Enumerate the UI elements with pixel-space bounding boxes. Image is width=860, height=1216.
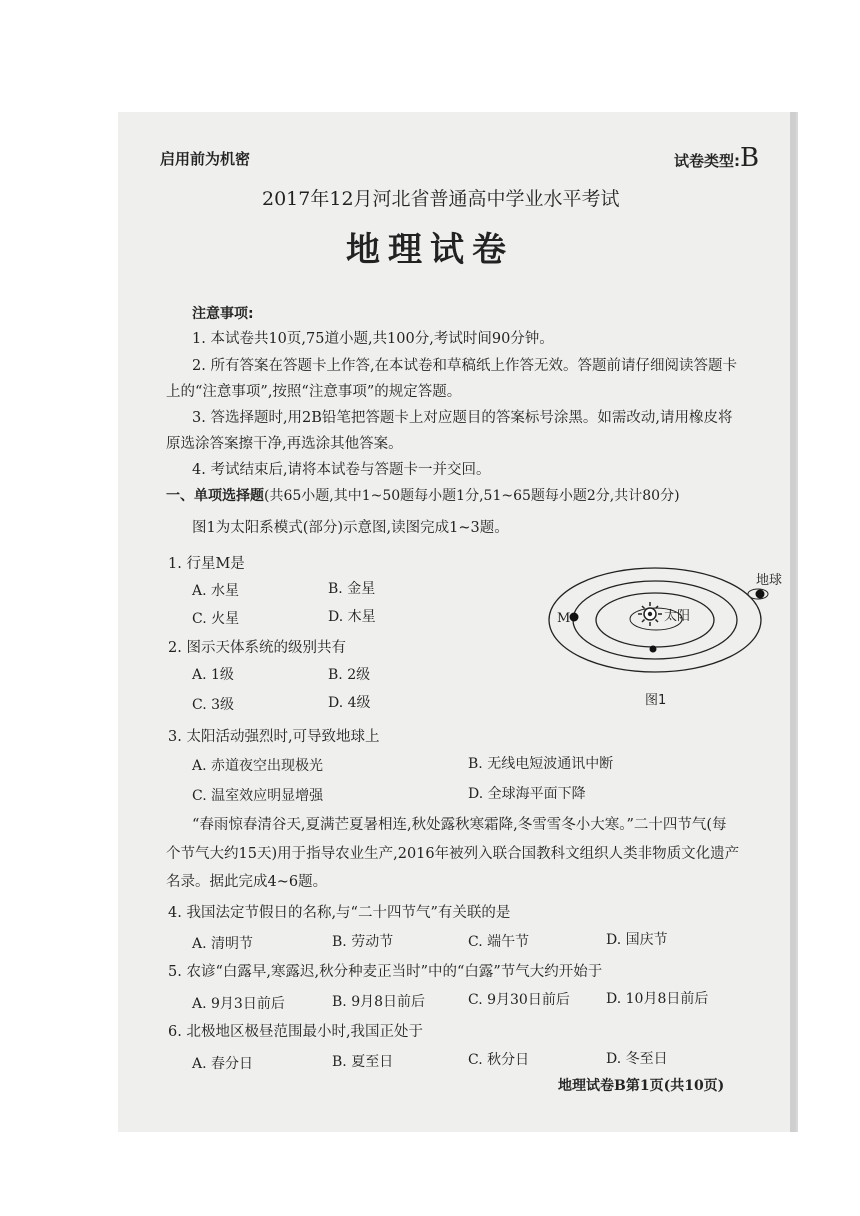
option: C. 9月30日前后	[468, 992, 570, 1008]
figure-1-solar-system	[540, 556, 800, 716]
sun-label: 太阳	[664, 609, 691, 624]
option: B. 劳动节	[332, 934, 394, 950]
sun-icon	[638, 602, 662, 626]
note-item: 3. 答选择题时,用2B铅笔把答题卡上对应题目的答案标号涂黑。如需改动,请用橡皮将	[192, 410, 733, 426]
option: B. 9月8日前后	[332, 994, 426, 1010]
figure-intro: 图1为太阳系模式(部分)示意图,读图完成1~3题。	[192, 520, 509, 536]
question-stem: 2. 图示天体系统的级别共有	[168, 640, 346, 656]
option: A. 清明节	[192, 936, 254, 952]
option: D. 4级	[328, 695, 371, 711]
notes-heading: 注意事项:	[192, 306, 254, 322]
earth-label: 地球	[756, 573, 783, 588]
option: B. 金星	[328, 581, 376, 597]
option: A. 赤道夜空出现极光	[192, 758, 324, 774]
paper-type-value: B	[740, 143, 760, 173]
inner-planet	[650, 646, 657, 653]
option: A. 春分日	[192, 1056, 254, 1072]
page-footer: 地理试卷B第1页(共10页)	[558, 1078, 725, 1094]
section-description: (共65小题,其中1~50题每小题1分,51~65题每小题2分,共计80分)	[264, 488, 680, 504]
solar-system-diagram	[540, 556, 800, 716]
note-item: 4. 考试结束后,请将本试卷与答题卡一并交回。	[192, 462, 491, 478]
option: C. 温室效应明显增强	[192, 788, 324, 804]
option: C. 火星	[192, 611, 240, 627]
option: D. 国庆节	[606, 932, 668, 948]
passage-line: “春雨惊春清谷天,夏满芒夏暑相连,秋处露秋寒霜降,冬雪雪冬小大寒。”二十四节气(每	[192, 817, 727, 833]
option: B. 2级	[328, 667, 371, 683]
option: D. 木星	[328, 609, 376, 625]
option: A. 水星	[192, 583, 240, 599]
paper-type-label: 试卷类型:	[674, 152, 740, 170]
subject-title: 地理试卷	[346, 230, 514, 270]
exam-title: 2017年12月河北省普通高中学业水平考试	[262, 188, 620, 210]
passage-line: 名录。据此完成4~6题。	[166, 874, 328, 890]
option: A. 1级	[192, 667, 234, 683]
option: B. 无线电短波通讯中断	[468, 756, 614, 772]
planet-m	[570, 613, 579, 622]
option: C. 3级	[192, 697, 235, 713]
note-item: 原选涂答案擦干净,再选涂其他答案。	[166, 436, 403, 452]
paper-type	[674, 143, 759, 173]
question-stem: 6. 北极地区极昼范围最小时,我国正处于	[168, 1024, 424, 1040]
option: D. 10月8日前后	[606, 991, 709, 1007]
figure-caption: 图1	[645, 693, 667, 708]
planet-m-label: M	[557, 611, 571, 626]
option: A. 9月3日前后	[192, 996, 285, 1012]
question-stem: 1. 行星M是	[168, 556, 245, 572]
section-title: 一、单项选择题	[166, 488, 264, 504]
note-item: 上的“注意事项”,按照“注意事项”的规定答题。	[166, 384, 462, 400]
option: C. 端午节	[468, 934, 530, 950]
passage-line: 个节气大约15天)用于指导农业生产,2016年被列入联合国教科文组织人类非物质文化遗产	[166, 846, 740, 862]
option: D. 冬至日	[606, 1051, 668, 1067]
section-heading	[166, 485, 680, 505]
option: B. 夏至日	[332, 1054, 394, 1070]
note-item: 1. 本试卷共10页,75道小题,共100分,考试时间90分钟。	[192, 331, 554, 347]
confidential-label: 启用前为机密	[160, 150, 251, 168]
note-item: 2. 所有答案在答题卡上作答,在本试卷和草稿纸上作答无效。答题前请仔细阅读答题卡	[192, 358, 738, 374]
question-stem: 3. 太阳活动强烈时,可导致地球上	[168, 729, 380, 745]
option: C. 秋分日	[468, 1052, 530, 1068]
question-stem: 4. 我国法定节假日的名称,与“二十四节气”有关联的是	[168, 905, 511, 921]
earth-planet	[756, 590, 765, 599]
question-stem: 5. 农谚“白露早,寒露迟,秋分种麦正当时”中的“白露”节气大约开始于	[168, 964, 603, 980]
option: D. 全球海平面下降	[468, 786, 586, 802]
